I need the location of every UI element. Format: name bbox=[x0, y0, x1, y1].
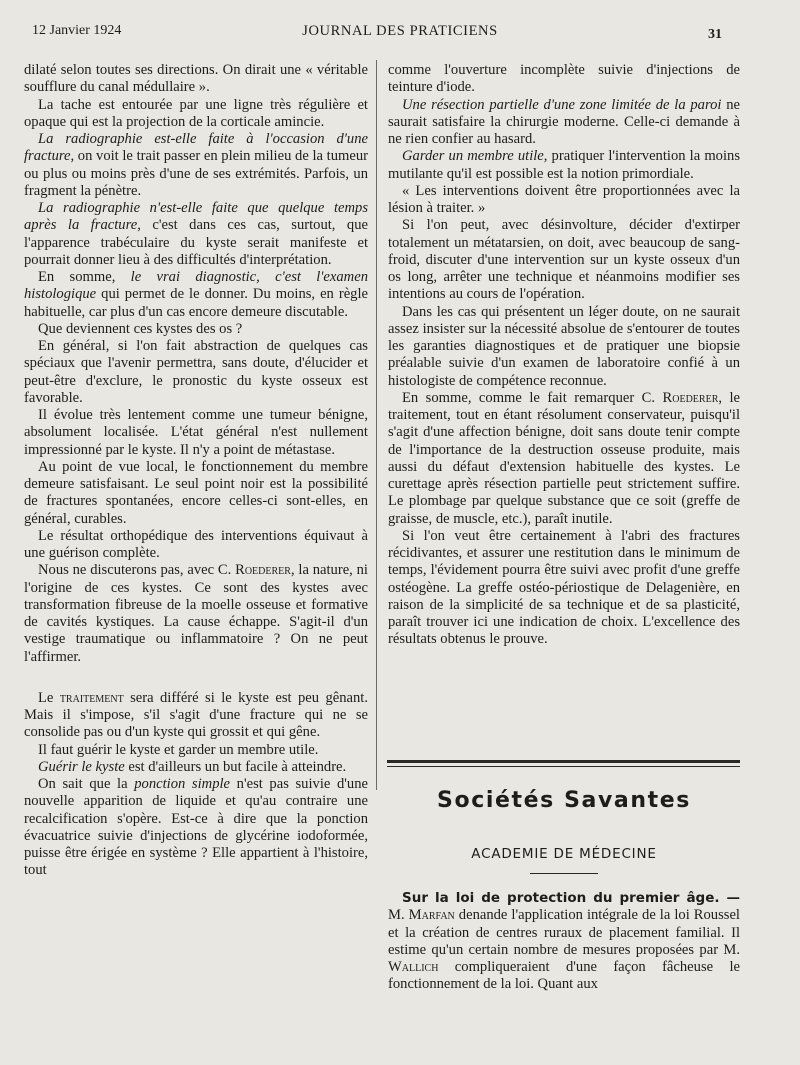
paragraph: comme l'ouverture incomplète suivie d'injections de teinture d'iode. bbox=[388, 62, 740, 96]
author-name: Roederer bbox=[235, 562, 291, 579]
section-subtitle: ACADEMIE DE MÉDECINE bbox=[471, 846, 657, 862]
author-name: Marfan bbox=[408, 907, 455, 924]
paragraph-text: M. bbox=[388, 907, 409, 924]
paragraph bbox=[24, 269, 368, 321]
paragraph: Au point de vue local, le fonctionnement du membre demeure satisfaisant. Le seul point noir est la possibilité de fractures spontanées, encore celles-ci sont-elles, en général, curables. bbox=[24, 458, 368, 527]
paragraph bbox=[24, 200, 368, 269]
article-heading: Sur la loi de protection du premier âge. — bbox=[402, 890, 740, 906]
paragraph bbox=[24, 776, 368, 880]
paragraph: La tache est entourée par une ligne très régulière et opaque qui est la projection de la corticale amincie. bbox=[24, 96, 368, 130]
paragraph-text: n'est pas suivie d'une nouvelle apparition de liquide et qu'au contraire une recalcification s'opère. Est-ce à dire que la ponction évacuatrice suivie d'injections de glycérine iodoformée, puisse être érigée en système ? Elle appartient à l'histoire, tout bbox=[24, 776, 368, 879]
paragraph: En général, si l'on fait abstraction de quelques cas spéciaux que l'avenir permettra, sans doute, d'élucider et peut-être d'exclure, le pronostic du kyste osseux est favorable. bbox=[24, 338, 368, 406]
paragraph-text: compliqueraient d'une façon fâcheuse le fonctionnement de la loi. Quant aux bbox=[388, 959, 740, 993]
section-divider-thick bbox=[387, 760, 740, 763]
paragraph: dilaté selon toutes ses directions. On dirait une « véritable soufflure du canal médullaire ». bbox=[24, 62, 368, 96]
paragraph bbox=[24, 759, 368, 776]
paragraph bbox=[388, 97, 740, 149]
paragraph: « Les interventions doivent être proportionnées avec la lésion à traiter. » bbox=[388, 182, 740, 216]
paragraph: Le résultat orthopédique des interventions équivaut à une guérison complète. bbox=[24, 527, 368, 561]
paragraph-text: On sait que la bbox=[38, 776, 135, 792]
paragraph: Que deviennent ces kystes des os ? bbox=[38, 320, 243, 337]
italic-phrase: Guérir le kyste bbox=[38, 758, 125, 775]
left-column bbox=[24, 62, 368, 880]
issue-date: 12 Janvier 1924 bbox=[32, 23, 122, 38]
paragraph-text: on voit le trait passer en plein milieu de la tumeur ou plus ou moins près d'une de ses extrémités. Parfois, un fragment la pénètre. bbox=[24, 148, 368, 199]
subtitle-underline bbox=[530, 873, 598, 874]
author-name: Wallich bbox=[388, 959, 439, 975]
paragraph-text: ne saurait satisfaire la chirurgie moderne. Celle-ci demande à ne rien confier au hasard. bbox=[388, 96, 740, 147]
paragraph-text: qui permet de le donner. Du moins, en règle habituelle, car plus d'un cas encore demeure discutable. bbox=[24, 286, 368, 320]
italic-phrase: le vrai diagnostic, c'est l'examen histologique bbox=[24, 269, 368, 303]
section-body bbox=[388, 890, 740, 994]
paragraph-text: En somme, comme le fait remarquer C. bbox=[402, 389, 663, 406]
section-divider-thin bbox=[387, 766, 740, 767]
paragraph: Si l'on peut, avec désinvolture, décider d'extirper totalement un métatarsien, on doit, avec beaucoup de sang-froid, discuter d'une intervention sur un kyste osseux d'un os long, arrêter une technique et néanmoins modifier ses intentions au cours de l'opération. bbox=[388, 217, 740, 303]
paragraph bbox=[24, 131, 368, 200]
italic-phrase: Une résection partielle d'une zone limitée de la paroi bbox=[402, 96, 722, 113]
paragraph-text: , le traitement, tout en étant résolument conservateur, puisqu'il s'agit d'une affection bénigne, doit sans doute tenir compte de l'importance de la destruction osseuse produite, mais aussi du défaut d'extension habituelle des kystes. Le curettage après résection partielle peut strictement suffire. Le plombage par quelque substance que ce soit (greffe de graisse, de muscle, etc.), paraît inutile. bbox=[388, 389, 740, 527]
paragraph bbox=[24, 562, 368, 666]
paragraph-text: denande l'application intégrale de la loi Roussel et la création de centres ruraux de placement familial. Il estime qu'un certain nombre de mesures proposées par M. bbox=[388, 907, 740, 958]
right-column bbox=[388, 62, 740, 649]
italic-phrase: ponction simple bbox=[134, 776, 231, 792]
paragraph bbox=[388, 890, 740, 994]
page-number: 31 bbox=[708, 27, 722, 42]
section-title: Sociétés Savantes bbox=[437, 788, 691, 813]
author-name: Roederer bbox=[662, 389, 719, 406]
paragraph-text: Le bbox=[38, 689, 60, 706]
paragraph-text: , la nature, ni l'origine de ces kystes. Ce sont des kystes avec transformation fibreuse de la moelle osseuse et formative de cavités kystiques. La cause échappe. S'agit-il d'un vestige traumatique ou inflammatoire ? On ne peut l'affirmer. bbox=[24, 562, 368, 665]
paragraph bbox=[24, 690, 368, 742]
paragraph: Dans les cas qui présentent un léger doute, on ne saurait assez insister sur la nécessité absolue de s'entourer de toutes les garanties diagnostiques et de pratiquer une biopsie préalable suivie d'un examen de laboratoire confié à un histologiste de compétence reconnue. bbox=[388, 303, 740, 389]
paragraph-text: pratiquer l'intervention la moins mutilante qu'il est possible est la notion primordiale. bbox=[388, 148, 740, 182]
paragraph-text: c'est dans ces cas, surtout, que l'apparence trabéculaire du kyste serait manifeste et pourrait donner lieu à des difficultés d'interprétation. bbox=[24, 217, 369, 268]
italic-phrase: La radiographie est-elle faite à l'occasion d'une fracture, bbox=[24, 131, 368, 165]
journal-title: JOURNAL DES PRATICIENS bbox=[302, 23, 498, 39]
paragraph: Si l'on veut être certainement à l'abri des fractures récidivantes, et assurer une restitution dans le minimum de temps, l'évidement pourra être suivi avec profit d'une greffe ostéogène. La greffe ostéo-périostique de Delagenière, en raison de la simplicité de sa technique et de sa plasticité, paraît trouver ici une indication de choix. L'excellence des résultats obtenus le prouve. bbox=[388, 527, 740, 648]
italic-phrase: La radiographie n'est-elle faite que quelque temps après la fracture, bbox=[24, 200, 368, 234]
paragraph bbox=[388, 390, 740, 528]
page-header bbox=[0, 0, 800, 40]
paragraph: Il faut guérir le kyste et garder un membre utile. bbox=[38, 741, 319, 758]
paragraph-text: est d'ailleurs un but facile à atteindre. bbox=[124, 758, 347, 775]
paragraph-text: En somme, bbox=[38, 269, 131, 285]
column-rule bbox=[376, 60, 377, 790]
italic-phrase: Garder un membre utile, bbox=[402, 148, 548, 165]
paragraph: Il évolue très lentement comme une tumeur bénigne, absolument localisée. L'état général n'est nullement impressionné par le kyste. Il n'y a point de métastase. bbox=[24, 407, 368, 458]
paragraph-gap bbox=[24, 666, 368, 690]
paragraph bbox=[388, 148, 740, 183]
small-caps-term: traitement bbox=[59, 689, 124, 706]
paragraph-text: sera différé si le kyste est peu gênant. Mais il s'impose, s'il s'agit d'une fracture qui ne se consolide pas ou d'un kyste qui grossit et qui gêne. bbox=[24, 689, 368, 741]
paragraph-text: Nous ne discuterons pas, avec C. bbox=[38, 562, 236, 579]
